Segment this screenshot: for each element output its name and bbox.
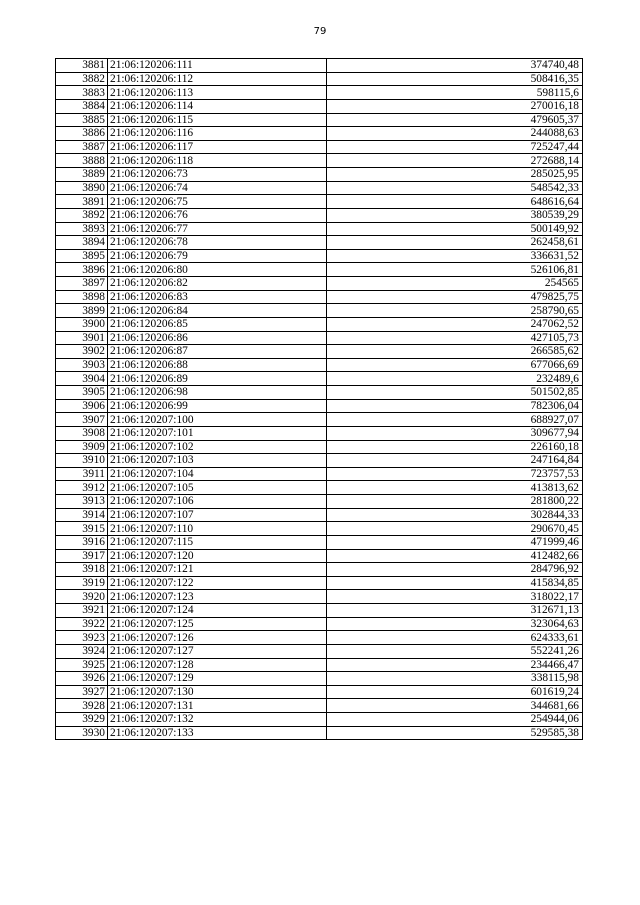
table-row bbox=[56, 644, 583, 658]
table-row bbox=[56, 236, 583, 250]
row-number-cell: 3921 bbox=[56, 604, 108, 618]
row-number-cell: 3911 bbox=[56, 467, 108, 481]
row-number-cell: 3896 bbox=[56, 263, 108, 277]
table-row bbox=[56, 59, 583, 73]
table-row bbox=[56, 263, 583, 277]
value-cell: 309677,94 bbox=[327, 426, 583, 440]
row-number-cell: 3884 bbox=[56, 99, 108, 113]
value-cell: 548542,33 bbox=[327, 181, 583, 195]
value-cell: 479605,37 bbox=[327, 113, 583, 127]
value-cell: 247164,84 bbox=[327, 454, 583, 468]
table-row bbox=[56, 604, 583, 618]
row-number-cell: 3906 bbox=[56, 399, 108, 413]
row-number-cell: 3901 bbox=[56, 331, 108, 345]
table-row bbox=[56, 181, 583, 195]
value-cell: 323064,63 bbox=[327, 617, 583, 631]
cadastral-number-cell: 21:06:120207:129 bbox=[108, 672, 327, 686]
row-number-cell: 3908 bbox=[56, 426, 108, 440]
table-row bbox=[56, 168, 583, 182]
cadastral-number-cell: 21:06:120207:115 bbox=[108, 535, 327, 549]
row-number-cell: 3898 bbox=[56, 290, 108, 304]
cadastral-number-cell: 21:06:120206:115 bbox=[108, 113, 327, 127]
row-number-cell: 3925 bbox=[56, 658, 108, 672]
row-number-cell: 3920 bbox=[56, 590, 108, 604]
cadastral-number-cell: 21:06:120207:101 bbox=[108, 426, 327, 440]
value-cell: 479825,75 bbox=[327, 290, 583, 304]
table-row bbox=[56, 454, 583, 468]
cadastral-number-cell: 21:06:120206:86 bbox=[108, 331, 327, 345]
cadastral-number-cell: 21:06:120206:117 bbox=[108, 140, 327, 154]
table-row bbox=[56, 195, 583, 209]
cadastral-number-cell: 21:06:120206:73 bbox=[108, 168, 327, 182]
table-row bbox=[56, 726, 583, 740]
table-row bbox=[56, 304, 583, 318]
table-row bbox=[56, 113, 583, 127]
table-row bbox=[56, 426, 583, 440]
table-row bbox=[56, 699, 583, 713]
row-number-cell: 3903 bbox=[56, 358, 108, 372]
row-number-cell: 3902 bbox=[56, 345, 108, 359]
value-cell: 302844,33 bbox=[327, 508, 583, 522]
value-cell: 501502,85 bbox=[327, 386, 583, 400]
table-row bbox=[56, 685, 583, 699]
table-row bbox=[56, 72, 583, 86]
cadastral-number-cell: 21:06:120206:114 bbox=[108, 99, 327, 113]
row-number-cell: 3882 bbox=[56, 72, 108, 86]
row-number-cell: 3930 bbox=[56, 726, 108, 740]
row-number-cell: 3919 bbox=[56, 576, 108, 590]
table-row bbox=[56, 549, 583, 563]
value-cell: 413813,62 bbox=[327, 481, 583, 495]
row-number-cell: 3907 bbox=[56, 413, 108, 427]
cadastral-number-cell: 21:06:120207:110 bbox=[108, 522, 327, 536]
row-number-cell: 3890 bbox=[56, 181, 108, 195]
cadastral-number-cell: 21:06:120207:132 bbox=[108, 713, 327, 727]
value-cell: 782306,04 bbox=[327, 399, 583, 413]
cadastral-number-cell: 21:06:120206:99 bbox=[108, 399, 327, 413]
row-number-cell: 3912 bbox=[56, 481, 108, 495]
cadastral-number-cell: 21:06:120207:105 bbox=[108, 481, 327, 495]
table-row bbox=[56, 277, 583, 291]
row-number-cell: 3909 bbox=[56, 440, 108, 454]
table-row bbox=[56, 440, 583, 454]
table-row bbox=[56, 672, 583, 686]
value-cell: 270016,18 bbox=[327, 99, 583, 113]
row-number-cell: 3913 bbox=[56, 495, 108, 509]
value-cell: 598115,6 bbox=[327, 86, 583, 100]
table-row bbox=[56, 413, 583, 427]
cadastral-number-cell: 21:06:120207:127 bbox=[108, 644, 327, 658]
value-cell: 648616,64 bbox=[327, 195, 583, 209]
row-number-cell: 3900 bbox=[56, 317, 108, 331]
cadastral-number-cell: 21:06:120207:103 bbox=[108, 454, 327, 468]
value-cell: 526106,81 bbox=[327, 263, 583, 277]
cadastral-number-cell: 21:06:120206:113 bbox=[108, 86, 327, 100]
table-row bbox=[56, 222, 583, 236]
cadastral-number-cell: 21:06:120206:79 bbox=[108, 249, 327, 263]
cadastral-number-cell: 21:06:120207:102 bbox=[108, 440, 327, 454]
table-row bbox=[56, 154, 583, 168]
row-number-cell: 3892 bbox=[56, 208, 108, 222]
cadastral-number-cell: 21:06:120207:104 bbox=[108, 467, 327, 481]
table-row bbox=[56, 331, 583, 345]
value-cell: 254565 bbox=[327, 277, 583, 291]
row-number-cell: 3885 bbox=[56, 113, 108, 127]
value-cell: 508416,35 bbox=[327, 72, 583, 86]
cadastral-number-cell: 21:06:120206:74 bbox=[108, 181, 327, 195]
value-cell: 688927,07 bbox=[327, 413, 583, 427]
cadastral-number-cell: 21:06:120206:118 bbox=[108, 154, 327, 168]
value-cell: 471999,46 bbox=[327, 535, 583, 549]
value-cell: 601619,24 bbox=[327, 685, 583, 699]
value-cell: 427105,73 bbox=[327, 331, 583, 345]
row-number-cell: 3915 bbox=[56, 522, 108, 536]
row-number-cell: 3927 bbox=[56, 685, 108, 699]
table-row bbox=[56, 99, 583, 113]
table-row bbox=[56, 631, 583, 645]
table-row bbox=[56, 358, 583, 372]
value-cell: 266585,62 bbox=[327, 345, 583, 359]
value-cell: 281800,22 bbox=[327, 495, 583, 509]
value-cell: 232489,6 bbox=[327, 372, 583, 386]
table-row bbox=[56, 590, 583, 604]
row-number-cell: 3914 bbox=[56, 508, 108, 522]
cadastral-number-cell: 21:06:120206:80 bbox=[108, 263, 327, 277]
value-cell: 415834,85 bbox=[327, 576, 583, 590]
cadastral-number-cell: 21:06:120207:100 bbox=[108, 413, 327, 427]
cadastral-number-cell: 21:06:120207:106 bbox=[108, 495, 327, 509]
value-cell: 374740,48 bbox=[327, 59, 583, 73]
cadastral-number-cell: 21:06:120207:130 bbox=[108, 685, 327, 699]
table-row bbox=[56, 290, 583, 304]
cadastral-number-cell: 21:06:120207:120 bbox=[108, 549, 327, 563]
row-number-cell: 3929 bbox=[56, 713, 108, 727]
value-cell: 290670,45 bbox=[327, 522, 583, 536]
table-row bbox=[56, 481, 583, 495]
cadastral-number-cell: 21:06:120206:98 bbox=[108, 386, 327, 400]
value-cell: 247062,52 bbox=[327, 317, 583, 331]
row-number-cell: 3893 bbox=[56, 222, 108, 236]
cadastral-number-cell: 21:06:120206:76 bbox=[108, 208, 327, 222]
cadastral-number-cell: 21:06:120207:107 bbox=[108, 508, 327, 522]
table-row bbox=[56, 386, 583, 400]
table-row bbox=[56, 713, 583, 727]
row-number-cell: 3928 bbox=[56, 699, 108, 713]
row-number-cell: 3916 bbox=[56, 535, 108, 549]
value-cell: 234466,47 bbox=[327, 658, 583, 672]
cadastral-number-cell: 21:06:120206:77 bbox=[108, 222, 327, 236]
value-cell: 258790,65 bbox=[327, 304, 583, 318]
cadastral-number-cell: 21:06:120206:111 bbox=[108, 59, 327, 73]
row-number-cell: 3895 bbox=[56, 249, 108, 263]
value-cell: 529585,38 bbox=[327, 726, 583, 740]
row-number-cell: 3910 bbox=[56, 454, 108, 468]
table-row bbox=[56, 508, 583, 522]
cadastral-value-table bbox=[55, 58, 583, 740]
cadastral-number-cell: 21:06:120207:131 bbox=[108, 699, 327, 713]
cadastral-number-cell: 21:06:120206:89 bbox=[108, 372, 327, 386]
cadastral-number-cell: 21:06:120207:124 bbox=[108, 604, 327, 618]
value-cell: 284796,92 bbox=[327, 563, 583, 577]
row-number-cell: 3887 bbox=[56, 140, 108, 154]
row-number-cell: 3886 bbox=[56, 127, 108, 141]
row-number-cell: 3891 bbox=[56, 195, 108, 209]
value-cell: 338115,98 bbox=[327, 672, 583, 686]
value-cell: 312671,13 bbox=[327, 604, 583, 618]
value-cell: 412482,66 bbox=[327, 549, 583, 563]
value-cell: 285025,95 bbox=[327, 168, 583, 182]
cadastral-number-cell: 21:06:120206:82 bbox=[108, 277, 327, 291]
table-row bbox=[56, 127, 583, 141]
table-row bbox=[56, 522, 583, 536]
value-cell: 226160,18 bbox=[327, 440, 583, 454]
value-cell: 262458,61 bbox=[327, 236, 583, 250]
value-cell: 344681,66 bbox=[327, 699, 583, 713]
cadastral-number-cell: 21:06:120207:126 bbox=[108, 631, 327, 645]
value-cell: 723757,53 bbox=[327, 467, 583, 481]
row-number-cell: 3888 bbox=[56, 154, 108, 168]
table-row bbox=[56, 576, 583, 590]
table-body bbox=[56, 59, 583, 740]
cadastral-number-cell: 21:06:120206:116 bbox=[108, 127, 327, 141]
table-row bbox=[56, 563, 583, 577]
table-row bbox=[56, 345, 583, 359]
table-row bbox=[56, 535, 583, 549]
value-cell: 380539,29 bbox=[327, 208, 583, 222]
value-cell: 552241,26 bbox=[327, 644, 583, 658]
row-number-cell: 3889 bbox=[56, 168, 108, 182]
row-number-cell: 3894 bbox=[56, 236, 108, 250]
row-number-cell: 3917 bbox=[56, 549, 108, 563]
cadastral-number-cell: 21:06:120206:87 bbox=[108, 345, 327, 359]
value-cell: 336631,52 bbox=[327, 249, 583, 263]
row-number-cell: 3923 bbox=[56, 631, 108, 645]
table-row bbox=[56, 372, 583, 386]
value-cell: 254944,06 bbox=[327, 713, 583, 727]
value-cell: 624333,61 bbox=[327, 631, 583, 645]
cadastral-number-cell: 21:06:120207:125 bbox=[108, 617, 327, 631]
row-number-cell: 3926 bbox=[56, 672, 108, 686]
row-number-cell: 3922 bbox=[56, 617, 108, 631]
cadastral-number-cell: 21:06:120207:123 bbox=[108, 590, 327, 604]
row-number-cell: 3905 bbox=[56, 386, 108, 400]
table-row bbox=[56, 317, 583, 331]
value-cell: 725247,44 bbox=[327, 140, 583, 154]
row-number-cell: 3883 bbox=[56, 86, 108, 100]
value-cell: 677066,69 bbox=[327, 358, 583, 372]
cadastral-number-cell: 21:06:120206:84 bbox=[108, 304, 327, 318]
value-cell: 500149,92 bbox=[327, 222, 583, 236]
row-number-cell: 3924 bbox=[56, 644, 108, 658]
value-cell: 244088,63 bbox=[327, 127, 583, 141]
row-number-cell: 3904 bbox=[56, 372, 108, 386]
table-row bbox=[56, 208, 583, 222]
row-number-cell: 3881 bbox=[56, 59, 108, 73]
table-row bbox=[56, 467, 583, 481]
value-cell: 318022,17 bbox=[327, 590, 583, 604]
cadastral-number-cell: 21:06:120206:83 bbox=[108, 290, 327, 304]
page-number: 79 bbox=[313, 26, 327, 37]
cadastral-number-cell: 21:06:120206:112 bbox=[108, 72, 327, 86]
table-row bbox=[56, 86, 583, 100]
value-cell: 272688,14 bbox=[327, 154, 583, 168]
table-row bbox=[56, 399, 583, 413]
cadastral-number-cell: 21:06:120207:133 bbox=[108, 726, 327, 740]
table-row bbox=[56, 495, 583, 509]
cadastral-number-cell: 21:06:120206:85 bbox=[108, 317, 327, 331]
table-row bbox=[56, 249, 583, 263]
cadastral-number-cell: 21:06:120206:88 bbox=[108, 358, 327, 372]
table-row bbox=[56, 617, 583, 631]
table-row bbox=[56, 658, 583, 672]
cadastral-number-cell: 21:06:120207:122 bbox=[108, 576, 327, 590]
row-number-cell: 3897 bbox=[56, 277, 108, 291]
cadastral-number-cell: 21:06:120207:121 bbox=[108, 563, 327, 577]
cadastral-number-cell: 21:06:120207:128 bbox=[108, 658, 327, 672]
row-number-cell: 3918 bbox=[56, 563, 108, 577]
table-row bbox=[56, 140, 583, 154]
cadastral-number-cell: 21:06:120206:75 bbox=[108, 195, 327, 209]
row-number-cell: 3899 bbox=[56, 304, 108, 318]
cadastral-number-cell: 21:06:120206:78 bbox=[108, 236, 327, 250]
